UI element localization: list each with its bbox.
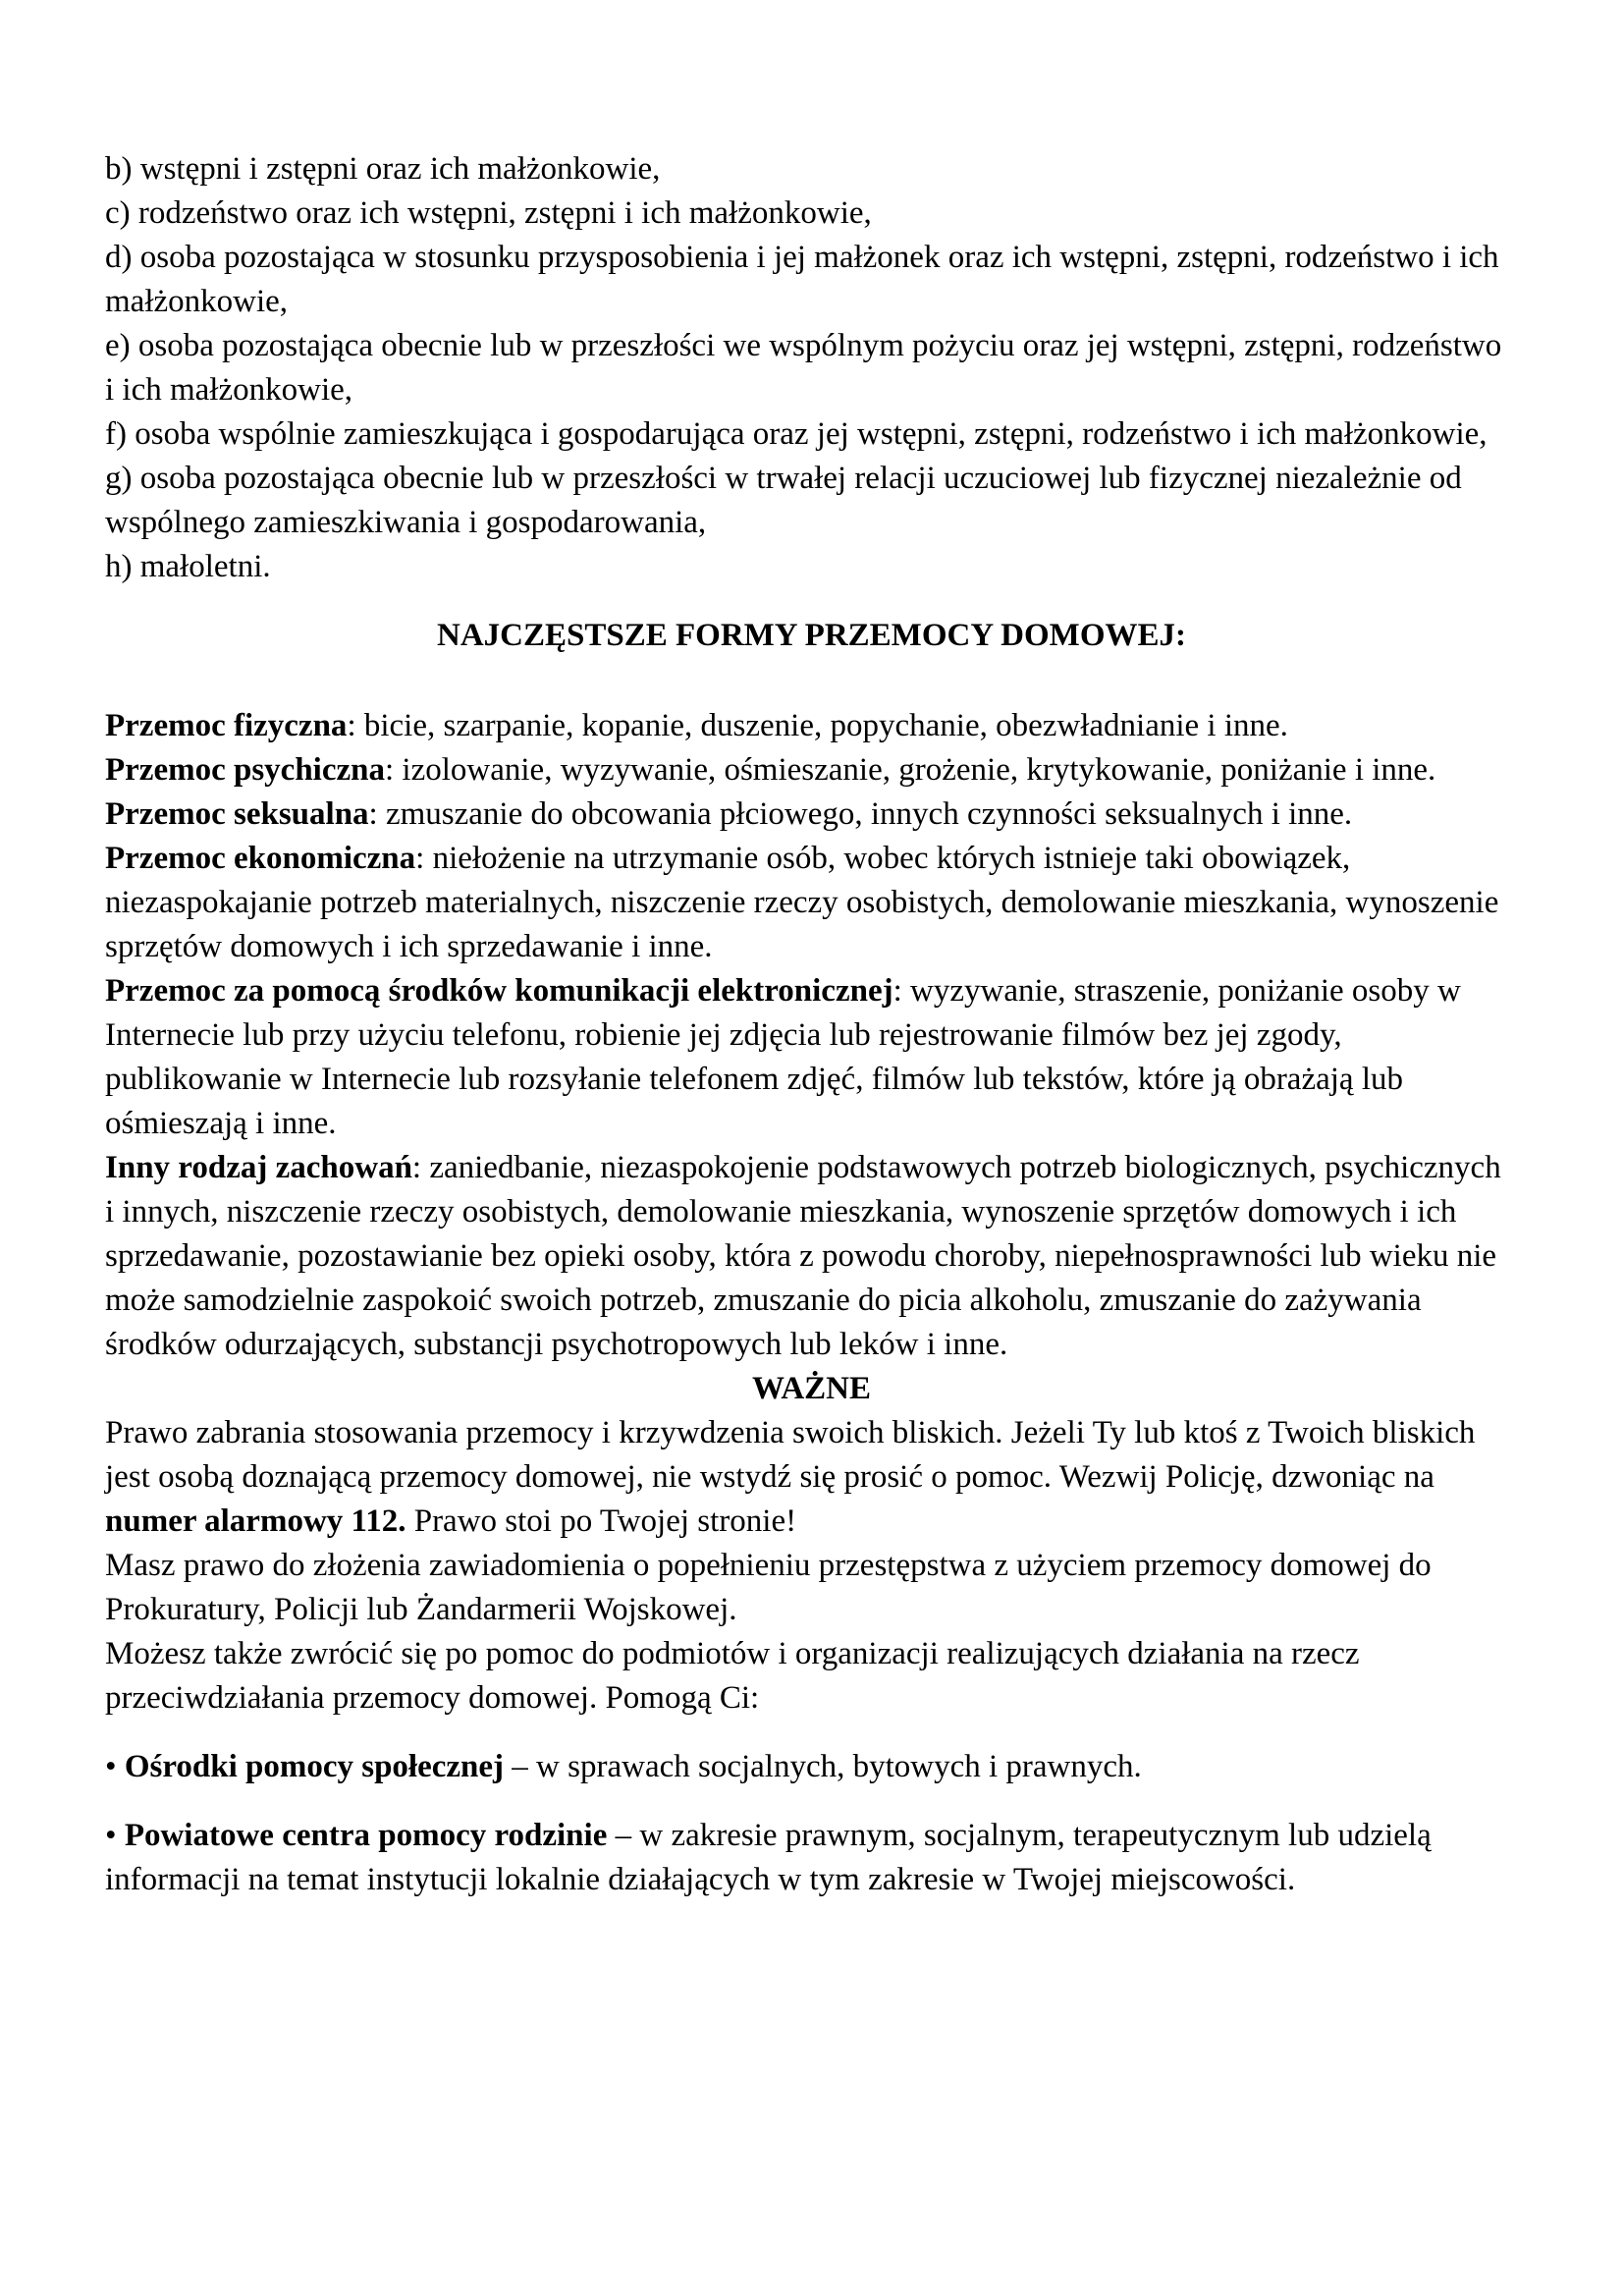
text-run: : zmuszanie do obcowania płciowego, innych czynności seksualnych i inne.: [368, 796, 1353, 832]
bold-text-run: numer alarmowy 112.: [105, 1503, 406, 1539]
para-physical-violence: [105, 704, 1518, 748]
list-item-b: [105, 147, 1518, 191]
section-heading-forms-of-domestic-violence: [105, 614, 1518, 658]
bullet-social-welfare-centers: [105, 1745, 1518, 1789]
text-run: Prawo stoi po Twojej stronie!: [406, 1503, 797, 1539]
text-run: : wyzywanie, straszenie, poniżanie osoby w Internecie lub przy użyciu telefonu, robienie jej zdjęcia lub rejestrowanie filmów bez jej zgody, publikowanie w Internecie lub rozsyłanie telefonem zdjęć, filmów lub tekstów, które ją obrażają lub ośmieszają i inne.: [105, 973, 1461, 1141]
para-seek-help-organizations: [105, 1632, 1518, 1721]
text-run: : niełożenie na utrzymanie osób, wobec których istnieje taki obowiązek, niezaspokajanie potrzeb materialnych, niszczenie rzeczy osobistych, demolowanie mieszkania, wynoszenie sprzętów domowych i ich sprzedawanie i inne.: [105, 841, 1499, 964]
para-other-behaviors: [105, 1146, 1518, 1367]
para-electronic-communication-violence: [105, 969, 1518, 1146]
bold-text-run: Przemoc psychiczna: [105, 752, 385, 788]
text-run: h) małoletni.: [105, 549, 271, 584]
section-heading-important: [105, 1367, 1518, 1411]
text-run: d) osoba pozostająca w stosunku przysposobienia i jej małżonek oraz ich wstępni, zstępni, rodzeństwo i ich małżonkowie,: [105, 240, 1499, 319]
bold-text-run: WAŻNE: [751, 1371, 872, 1406]
text-run: f) osoba wspólnie zamieszkująca i gospodarująca oraz jej wstępni, zstępni, rodzeństwo i ich małżonkowie,: [105, 416, 1488, 452]
list-item-g: [105, 457, 1518, 545]
text-run: Masz prawo do złożenia zawiadomienia o popełnieniu przestępstwa z użyciem przemocy domowej do Prokuratury, Policji lub Żandarmerii Wojskowej.: [105, 1548, 1432, 1627]
bold-text-run: Przemoc ekonomiczna: [105, 841, 416, 876]
para-right-to-report: [105, 1544, 1518, 1632]
text-run: e) osoba pozostająca obecnie lub w przeszłości we wspólnym pożyciu oraz jej wstępni, zstępni, rodzeństwo i ich małżonkowie,: [105, 328, 1502, 408]
list-item-e: [105, 324, 1518, 412]
document-body: [105, 147, 1518, 1902]
bold-text-run: NAJCZĘSTSZE FORMY PRZEMOCY DOMOWEJ:: [437, 618, 1186, 653]
text-run: Prawo zabrania stosowania przemocy i krzywdzenia swoich bliskich. Jeżeli Ty lub ktoś z Twoich bliskich jest osobą doznającą przemocy domowej, nie wstydź się prosić o pomoc. Wezwij Policję, dzwoniąc na: [105, 1415, 1476, 1495]
para-psychological-violence: [105, 748, 1518, 793]
bold-text-run: Ośrodki pomocy społecznej: [124, 1749, 505, 1784]
text-run: : izolowanie, wyzywanie, ośmieszanie, grożenie, krytykowanie, poniżanie i inne.: [385, 752, 1436, 788]
list-item-f: [105, 412, 1518, 457]
bold-text-run: Powiatowe centra pomocy rodzinie: [124, 1818, 608, 1853]
bold-text-run: Przemoc fizyczna: [105, 708, 348, 743]
bold-text-run: Inny rodzaj zachowań: [105, 1150, 412, 1185]
text-run: •: [105, 1749, 125, 1784]
text-run: •: [105, 1818, 125, 1853]
text-run: : bicie, szarpanie, kopanie, duszenie, popychanie, obezwładnianie i inne.: [347, 708, 1288, 743]
list-item-h: [105, 545, 1518, 589]
para-economic-violence: [105, 837, 1518, 969]
para-sexual-violence: [105, 793, 1518, 837]
list-item-d: [105, 236, 1518, 324]
bold-text-run: Przemoc za pomocą środków komunikacji elektronicznej: [105, 973, 893, 1009]
text-run: Możesz także zwrócić się po pomoc do podmiotów i organizacji realizujących działania na rzecz przeciwdziałania przemocy domowej. Pomogą Ci:: [105, 1636, 1360, 1716]
bold-text-run: Przemoc seksualna: [105, 796, 369, 832]
para-law-protects-you: [105, 1411, 1518, 1544]
text-run: b) wstępni i zstępni oraz ich małżonkowie,: [105, 151, 661, 187]
text-run: – w zakresie prawnym, socjalnym, terapeutycznym lub udzielą informacji na temat instytucji lokalnie działających w tym zakresie w Twojej miejscowości.: [105, 1818, 1432, 1897]
text-run: – w sprawach socjalnych, bytowych i prawnych.: [504, 1749, 1142, 1784]
list-item-c: [105, 191, 1518, 236]
text-run: c) rodzeństwo oraz ich wstępni, zstępni i ich małżonkowie,: [105, 195, 872, 231]
text-run: g) osoba pozostająca obecnie lub w przeszłości w trwałej relacji uczuciowej lub fizycznej niezależnie od wspólnego zamieszkiwania i gospodarowania,: [105, 461, 1462, 540]
bullet-county-family-support-centers: [105, 1814, 1518, 1902]
text-run: : zaniedbanie, niezaspokojenie podstawowych potrzeb biologicznych, psychicznych i innych, niszczenie rzeczy osobistych, demolowanie mieszkania, wynoszenie sprzętów domowych i ich sprzedawanie, pozostawianie bez opieki osoby, która z powodu choroby, niepełnosprawności lub wieku nie może samodzielnie zaspokoić swoich potrzeb, zmuszanie do picia alkoholu, zmuszanie do zażywania środków odurzających, substancji psychotropowych lub leków i inne.: [105, 1150, 1501, 1362]
